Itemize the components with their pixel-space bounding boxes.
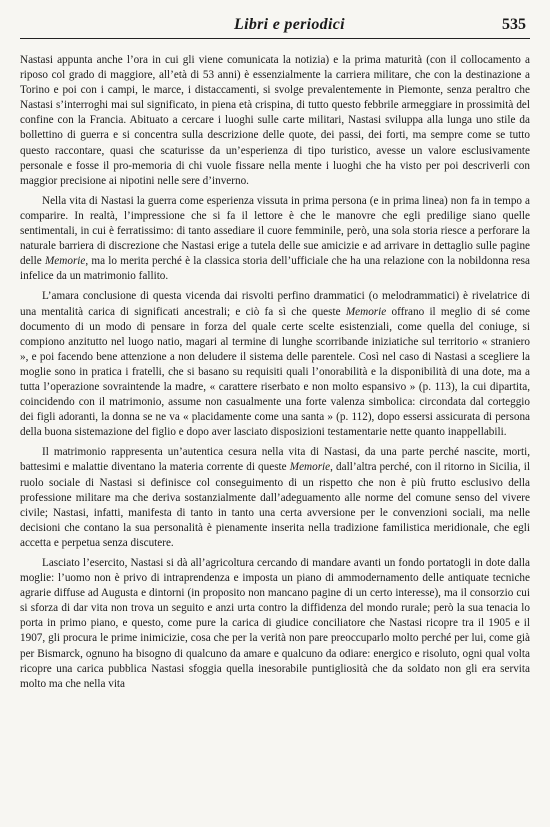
- paragraph: [20, 194, 530, 285]
- italic-title: Memorie: [289, 461, 331, 474]
- italic-title: Memorie: [345, 305, 387, 318]
- paragraph: [20, 289, 530, 440]
- text-run: Il matrimonio rappresenta un’autentica cesura nella vita di Nastasi, da una parte perché nascite, morti, battesimi e malattie diventano la materia corrente di queste: [20, 446, 530, 474]
- text-run: Nella vita di Nastasi la guerra come esperienza vissuta in prima persona (e in prima linea) non fa in tempo a comparire. In realtà, l’impressione che si fa il lettore è che le manovre che egli predilige siano quelle sentimentali, in cui è ferratissimo: di tanto assediare il cuore femminile, però, una sola storia riesce a perforare la naturale barriera di discrezione che Nastasi erige a tutela delle sue amicizie e ad arrivare in dettaglio sulle pagine delle: [20, 194, 530, 268]
- running-head: Libri e periodici: [234, 16, 345, 33]
- page-header: [20, 16, 530, 39]
- text-run: Nastasi appunta anche l’ora in cui gli viene comunicata la notizia) e la prima maturità (con il collocamento a riposo col grado di maggiore, all’età di 53 anni) è essenzialmente la carriera militare, che con la destinazione a Torino e poi con i campi, le marce, i distaccamenti, si svolge prevalentemente in Piemonte, senza peraltro che Nastasi s’interroghi mai sul significato, in piena età crispina, di tutto questo febbrile armeggiare in prossimità del confine con la Francia. Abituato a cercare i luoghi sulle carte militari, Nastasi sviluppa alla lunga uno stile da bollettino di guerra e si concentra sulla descrizione delle quote, dei passi, dei forti, ma sempre come se tutto questo raccontare, quasi che scaturisse da un’esperienza di tipo turistico, avesse un valore esclusivamente personale e fosse il pro-memoria di chi vuole fissare nella mente i luoghi che ha visto per poi descriverli con maggior precisione ai nipotini nelle sere d’inverno.: [20, 54, 530, 187]
- paragraph: [20, 445, 530, 551]
- text-run: Lasciato l’esercito, Nastasi si dà all’agricoltura cercando di mandare avanti un fondo portatogli in dote dalla moglie: l’uomo non è privo di intraprendenza e imposta un piano di ammodernamento delle antiquate tecniche agrarie diffuse ad Augusta e dintorni (in proposito non mancano pagine di un certo interesse), ma il consorzio cui si sforza di dar vita non trova un seguito e anzi urta contro la diffidenza del mondo rurale; però la sua tenacia lo porta in primo piano, e questo, come pure la carica di giudice conciliatore che Nastasi ricopre tra il 1905 e il 1907, gli procura le prime inimicizie, cosa che per la verità non pare preoccuparlo molto perché per lui, come già per Bismarck, ognuno ha bisogno di qualcuno da amare e qualcuno da odiare: energico e risoluto, ogni qual volta ricopre una carica pubblica Nastasi sfoggia quella inesorabile puntigliosità che da soldato non gli era servita molto ma che nella vita: [20, 557, 530, 690]
- text-run: , dall’altra perché, con il ritorno in Sicilia, il ruolo sociale di Nastasi si definisce col conseguimento di un rispetto che non è più frutto esclusivo della professione militare ma che deriva sostanzialmente dall’adeguamento alle norme del comune senso del vivere civile; Nastasi, infatti, manifesta di tanto in tanto una certa avversione per le convenzioni sociali, ma nelle decisioni che contano la sua personalità è pienamente inserita nella tradizione familistica meridionale, che egli accetta e perpetua senza discutere.: [20, 461, 530, 549]
- paragraph: [20, 556, 530, 692]
- body-text: [20, 53, 530, 692]
- text-run: offrano il meglio di sé come documento di un modo di pensare in forza del quale certe scelte esistenziali, come quella del coniuge, si compiono anzitutto nel luogo natio, magari al termine di lunghe scorribande iniziatiche sul territorio « straniero », e poi facendo bene attenzione a non deludere il sistema delle parentele. Così nel caso di Nastasi a scegliere la moglie sono in pratica i fratelli, che si basano su requisiti quali l’onorabilità e la disponibilità di una dote, ma a tutta l’operazione sovraintende la madre, « carattere riserbato e non molto espansivo » (p. 113), la cui dipartita, coincidendo con il matrimonio, assume non casualmente una forte valenza simbolica: circondata dal corteggio dei figli adoranti, la donna se ne va « placidamente come una santa » (p. 112), dopo essersi assicurata di persona della buona sistemazione del figlio e dopo aver lasciato disposizioni testamentarie nette quanto inappellabili.: [20, 305, 530, 439]
- text-run: , ma lo merita perché è la classica storia dell’ufficiale che ha una relazione con la nobildonna resa infelice da un matrimonio fallito.: [20, 255, 530, 283]
- italic-title: Memorie: [44, 255, 86, 268]
- paragraph: [20, 53, 530, 189]
- page-number: 535: [502, 16, 526, 33]
- text-run: L’amara conclusione di questa vicenda dai risvolti perfino drammatici (o melodrammatici) è rivelatrice di una mentalità carica di significati ancestrali; e ciò fa sì che queste: [20, 290, 530, 318]
